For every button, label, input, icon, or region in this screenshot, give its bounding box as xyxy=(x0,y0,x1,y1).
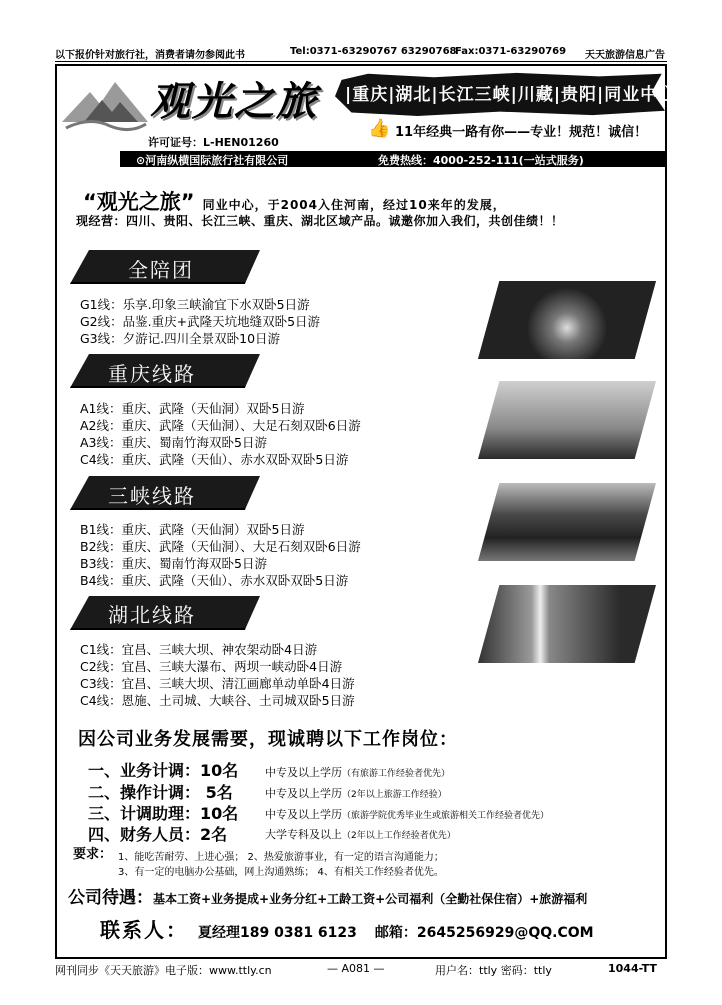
footer-sync: 网刊同步《天天旅游》电子版：www.ttly.cn xyxy=(55,964,272,977)
brand-logo-title: 观光之旅 xyxy=(150,79,318,125)
route-item: B4线：重庆、武隆（天仙）、赤水双卧双卧5日游 xyxy=(80,573,349,588)
issue-code: 1044-TT xyxy=(608,962,657,975)
route-item: G1线：乐享.印象三峡渝宜下水双卧5日游 xyxy=(80,297,310,312)
job-title: 三、计调助理：10名 xyxy=(88,804,239,823)
requirements-line-1: 1、能吃苦耐劳、上进心强； 2、热爱旅游事业，有一定的语言沟通能力； xyxy=(118,852,444,863)
section-title-three-gorges: 三峡线路 xyxy=(108,484,196,508)
city-night-photo xyxy=(478,281,656,359)
requirements-label: 要求： xyxy=(73,847,113,862)
intro-text-1: 同业中心，于2004入住河南，经过10来年的发展， xyxy=(202,198,506,212)
contact-line xyxy=(100,914,594,943)
route-item: A1线：重庆、武隆（天仙洞）双卧5日游 xyxy=(80,401,305,416)
route-item: G2线：品鉴.重庆+武隆天坑地缝双卧5日游 xyxy=(80,314,321,329)
job-note: （有旅游工作经验者优先） xyxy=(342,769,451,779)
hotline: 免费热线：4000-252-111(一站式服务) xyxy=(378,154,584,167)
route-item: B3线：重庆、蜀南竹海双卧5日游 xyxy=(80,556,267,571)
email-label: 邮箱： xyxy=(374,925,417,941)
job-note: （2年以上工作经验者优先） xyxy=(342,831,456,841)
job-requirement xyxy=(265,806,549,822)
job-requirement xyxy=(265,785,447,801)
waterfall-photo xyxy=(478,585,656,663)
agency-name: ⊙河南纵横国际旅行社有限公司 xyxy=(136,154,289,167)
route-item: C4线：恩施、土司城、大峡谷、土司城双卧5日游 xyxy=(80,693,355,708)
monument-photo xyxy=(478,381,656,459)
fax-text: Fax:0371-63290769 xyxy=(455,46,567,57)
footer-login: 用户名：ttly 密码：ttly xyxy=(435,964,552,977)
benefits-label: 公司待遇： xyxy=(68,888,153,908)
page-number: — A081 — xyxy=(327,962,385,975)
notice-text: 以下报价针对旅行社，消费者请勿参阅此书 xyxy=(55,50,245,61)
contact-phone: 夏经理189 0381 6123 xyxy=(198,925,357,941)
license-number: 许可证号：L-HEN01260 xyxy=(148,136,279,149)
top-info-bar xyxy=(55,44,667,62)
section-title-hubei: 湖北线路 xyxy=(108,603,196,627)
job-requirement xyxy=(265,826,456,842)
route-item: C4线：重庆、武隆（天仙）、赤水双卧双卧5日游 xyxy=(80,452,349,467)
section-title-chongqing: 重庆线路 xyxy=(108,362,196,386)
intro-brand: “观光之旅” xyxy=(83,190,195,214)
route-item: A3线：重庆、蜀南竹海双卧5日游 xyxy=(80,435,267,450)
benefits-text: 基本工资+业务提成+业务分红+工龄工资+公司福利（全勤社保住宿）+旅游福利 xyxy=(153,892,588,906)
thumbs-up-icon: 👍 xyxy=(368,118,391,139)
intro-text-2: 现经营：四川、贵阳、长江三峡、重庆、湖北区域产品。诚邀你加入我们，共创佳绩！！ xyxy=(76,214,564,228)
email-address: 2645256929@QQ.COM xyxy=(416,925,594,941)
job-title: 四、财务人员：2名 xyxy=(88,825,228,844)
route-item: C3线：宜昌、三峡大坝、清江画廊单动单卧4日游 xyxy=(80,676,355,691)
route-item: C1线：宜昌、三峡大坝、神农架动卧4日游 xyxy=(80,642,318,657)
job-edu: 中专及以上学历 xyxy=(265,787,342,800)
ad-text: 天天旅游信息广告 xyxy=(585,50,665,61)
job-title: 一、业务计调：10名 xyxy=(88,761,239,780)
contact-label: 联系人： xyxy=(100,918,188,942)
agency-bar xyxy=(120,151,667,167)
recruit-title: 因公司业务发展需要，现诚聘以下工作岗位： xyxy=(78,729,458,750)
routes-text: |重庆|湖北|长江三峡|川藏|贵阳|同业中心 xyxy=(345,85,677,105)
river-gorge-photo xyxy=(478,483,656,561)
mountain-logo-icon xyxy=(60,78,150,134)
section-title-escorted: 全陪团 xyxy=(128,258,194,282)
route-item: C2线：宜昌、三峡大瀑布、两坝一峡动卧4日游 xyxy=(80,659,343,674)
job-requirement xyxy=(265,764,450,780)
requirements-line-2: 3、有一定的电脑办公基础，网上沟通熟练； 4、有相关工作经验者优先。 xyxy=(118,867,444,878)
job-edu: 大学专科及以上 xyxy=(265,828,342,841)
job-title: 二、操作计调： 5名 xyxy=(88,783,233,802)
job-edu: 中专及以上学历 xyxy=(265,766,342,779)
route-item: B1线：重庆、武隆（天仙洞）双卧5日游 xyxy=(80,522,305,537)
benefits-line xyxy=(68,883,587,908)
slogan: 11年经典一路有你——专业！规范！诚信！ xyxy=(395,125,648,140)
route-item: B2线：重庆、武隆（天仙洞）、大足石刻双卧6日游 xyxy=(80,539,361,554)
job-note: （旅游学院优秀毕业生或旅游相关工作经验者优先） xyxy=(342,811,550,821)
route-item: A2线：重庆、武隆（天仙洞）、大足石刻双卧6日游 xyxy=(80,418,361,433)
job-edu: 中专及以上学历 xyxy=(265,808,342,821)
footer-bar xyxy=(55,962,667,978)
tel-text: Tel:0371-63290767 63290768 xyxy=(290,46,457,57)
route-item: G3线：夕游记.四川全景双卧10日游 xyxy=(80,331,281,346)
job-note: （2年以上旅游工作经验） xyxy=(342,790,447,800)
